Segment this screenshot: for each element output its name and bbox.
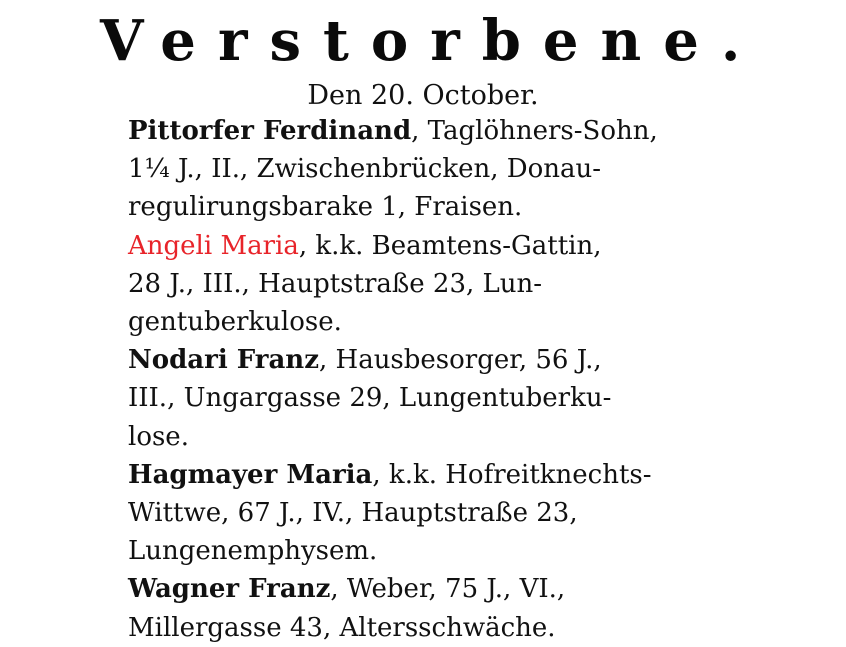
entry-detail: gentuberkulose. — [128, 307, 342, 338]
entry-detail: Lungenemphysem. — [128, 536, 378, 567]
death-notices-list — [128, 112, 688, 647]
deceased-name: Hagmayer Maria — [128, 459, 373, 490]
deceased-name: Pittorfer Ferdinand — [128, 116, 412, 146]
entry-detail: , k.k. Hofreitknechts- — [372, 459, 652, 490]
death-notice-entry — [128, 456, 688, 571]
death-notice-entry — [128, 341, 688, 456]
section-heading: Verstorbene. — [100, 8, 763, 74]
entry-detail: Millergasse 43, Altersschwäche. — [128, 612, 556, 643]
entry-detail: , k.k. Beamtens-Gattin, — [298, 230, 602, 261]
deceased-name: Wagner Franz — [128, 574, 331, 605]
deceased-name-highlighted: Angeli Maria — [128, 230, 299, 261]
entry-detail: , Weber, 75 J., VI., — [330, 574, 566, 605]
death-notice-entry — [128, 570, 688, 646]
entry-detail: regulirungsbarake 1, Fraisen. — [128, 192, 523, 223]
entry-detail: III., Ungargasse 29, Lungentuberku- — [128, 383, 612, 414]
entry-detail: 1¼ J., II., Zwischenbrücken, Donau- — [128, 154, 602, 185]
entry-detail: 28 J., III., Hauptstraße 23, Lun- — [128, 268, 543, 299]
entry-detail: Wittwe, 67 J., IV., Hauptstraße 23, — [128, 498, 578, 529]
entry-detail: , Hausbesorger, 56 J., — [318, 345, 602, 376]
entry-detail: , Taglöhners-Sohn, — [411, 116, 658, 146]
death-notice-entry — [128, 112, 688, 227]
death-notice-entry — [128, 227, 688, 342]
entry-detail: lose. — [128, 421, 189, 452]
date-line: Den 20. October. — [307, 80, 539, 111]
deceased-name: Nodari Franz — [128, 345, 319, 376]
